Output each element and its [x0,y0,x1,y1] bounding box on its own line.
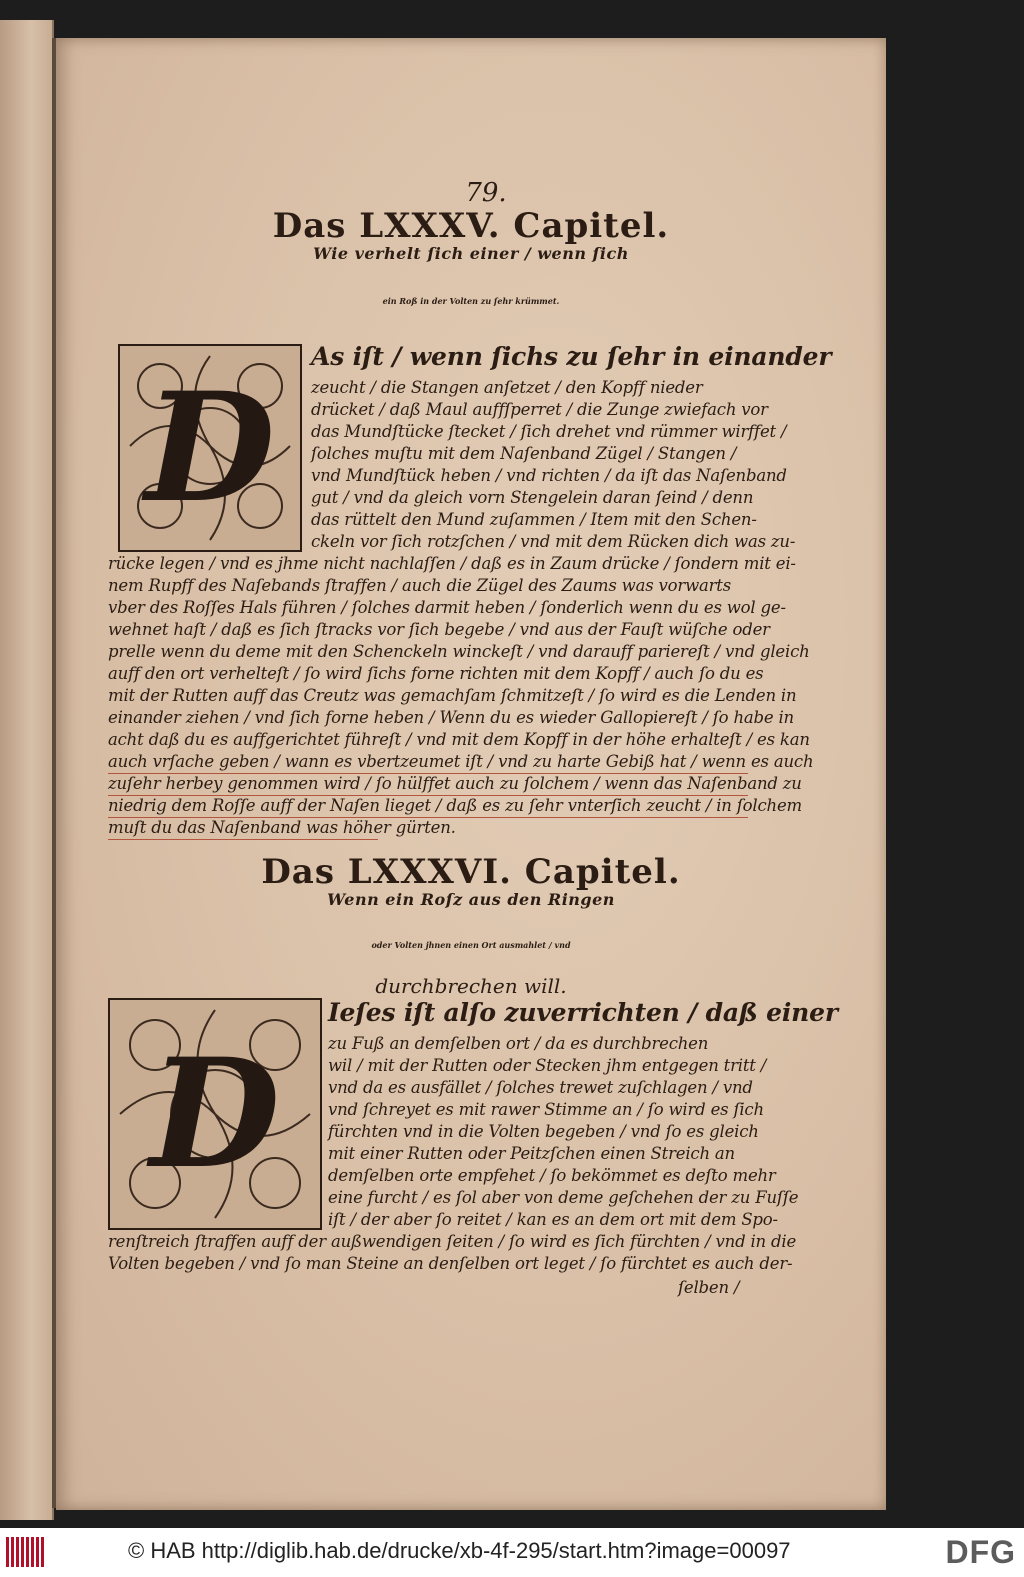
chapter-85-line: vnd Mundſtück heben / vnd richten / da iſt das Naſenband [311,466,787,485]
book-page [56,38,886,1510]
chapter-85-line: niedrig dem Roſſe auff der Naſen lieget / daß es zu ſehr vnterſich zeucht / in ſolchem [108,796,802,815]
chapter-86-heading: Das LXXXVI. Capitel. [261,852,681,892]
chapter-86-line: demſelben orte empfehet / ſo bekömmet es deſto mehr [328,1166,776,1185]
dfg-logo: DFG [945,1534,1016,1570]
chapter-85-line: vber des Roſſes Hals führen / ſolches darmit heben / ſonderlich wenn du es wol ge- [108,598,786,617]
chapter-86-line: iſt / der aber ſo reitet / kan es an dem ort mit dem Spo- [328,1210,778,1229]
chapter-86-line: vnd ſchreyet es mit rawer Stimme an / ſo wird es ſich [328,1100,764,1119]
chapter-86-line: Ieſes iſt alſo zuverrichten / daß einer [328,998,838,1027]
left-page-edge [0,20,54,1520]
chapter-85-line: nem Rupff des Naſebands ſtraffen / auch die Zügel des Zaums was vorwarts [108,576,732,595]
chapter-85-line: das Mundſtücke ſtecket / ſich drehet vnd rümmer wirffet / [311,422,787,441]
chapter-85-line: muſt du das Naſenband was höher gürten. [108,818,456,837]
chapter-85-line: auch vrſache geben / wann es vbertzeumet iſt / vnd zu harte Gebiß hat / wenn es auch [108,752,814,771]
chapter-86-line: eine furcht / es ſol aber von deme geſchehen der zu Fuſſe [328,1188,799,1207]
chapter-86-line: zu Fuß an demſelben ort / da es durchbrechen [328,1034,709,1053]
chapter-86-title-line1: Wenn ein Roſz aus den Ringen [327,890,615,909]
footer-bar [0,1528,1024,1577]
chapter-86-title-line3: durchbrechen will. [375,974,567,998]
barcode-icon [6,1537,46,1567]
chapter-85-line: auff den ort verhelteſt / ſo wird ſichs forne richten mit dem Kopff / auch ſo du es [108,664,764,683]
chapter-85-line: rücke legen / vnd es jhme nicht nachlaſſen / daß es in Zaum drücke / ſondern mit ei- [108,554,796,573]
red-underline [108,839,378,840]
chapter-86-line: renſtreich ſtraffen auff der außwendigen ſeiten / ſo wird es ſich fürchten / vnd in die [108,1232,797,1251]
chapter-85-line: zuſehr herbey genommen wird / ſo hülffet auch zu ſolchem / wenn das Naſenband zu [108,774,802,793]
chapter-86-line: wil / mit der Rutten oder Stecken jhm entgegen tritt / [328,1056,767,1075]
chapter-86-line: Volten begeben / vnd ſo man Steine an denſelben ort leget / ſo fürchtet es auch der- [108,1254,793,1273]
chapter-86-line: fürchten vnd in die Volten begeben / vnd ſo es gleich [328,1122,759,1141]
chapter-85-line: ſolches muſtu mit dem Naſenband Zügel / Stangen / [311,444,737,463]
chapter-85-line: ckeln vor ſich rotzſchen / vnd mit dem Rücken dich was zu- [311,532,796,551]
chapter-85-line: As iſt / wenn ſichs zu ſehr in einander [311,342,832,371]
initial-letter: D [144,360,276,536]
chapter-86-line: mit einer Rutten oder Peitzſchen einen Streich an [328,1144,735,1163]
chapter-85-line: zeucht / die Stangen anſetzet / den Kopff nieder [311,378,703,397]
chapter-85-line: mit der Rutten auff das Creutz was gemachſam ſchmitzeſt / ſo wird es die Lenden in [108,686,797,705]
chapter-86-line: ſelben / [678,1278,740,1297]
chapter-86-initial [108,998,322,1230]
chapter-85-line: drücket / daß Maul auffſperret / die Zunge zwiefach vor [311,400,768,419]
chapter-85-line: prelle wenn du deme mit den Schenckeln winckeſt / vnd darauff pariereſt / vnd gleich [108,642,810,661]
chapter-85-line: gut / vnd da gleich vorn Stengelein daran ſeind / denn [311,488,754,507]
chapter-85-line: das rüttelt den Mund zuſammen / Item mit den Schen- [311,510,757,529]
chapter-86-line: vnd da es ausfället / ſolches trewet zuſchlagen / vnd [328,1078,753,1097]
footer-credit: © HAB http://diglib.hab.de/drucke/xb-4f-295/start.htm?image=00097 [128,1538,791,1563]
chapter-85-heading: Das LXXXV. Capitel. [272,206,670,246]
chapter-85-title-line1: Wie verhelt ſich einer / wenn ſich [313,244,629,263]
chapter-86-title-line2: oder Volten jhnen einen Ort ausmahlet / vnd [371,940,571,950]
initial-letter: D [149,1026,281,1202]
chapter-85-initial [118,344,302,552]
chapter-85-line: acht daß du es auffgerichtet führeſt / vnd mit dem Kopff in der höhe erhalteſt / es kan [108,730,810,749]
chapter-85-title-line2: ein Roß in der Volten zu ſehr krümmet. [382,296,560,306]
page-number: 79. [465,178,507,208]
chapter-85-line: einander ziehen / vnd ſich forne heben / Wenn du es wieder Gallopiereſt / ſo habe in [108,708,794,727]
chapter-85-line: wehnet haſt / daß es ſich ſtracks vor ſich begebe / vnd aus der Fauſt wüſche oder [108,620,770,639]
